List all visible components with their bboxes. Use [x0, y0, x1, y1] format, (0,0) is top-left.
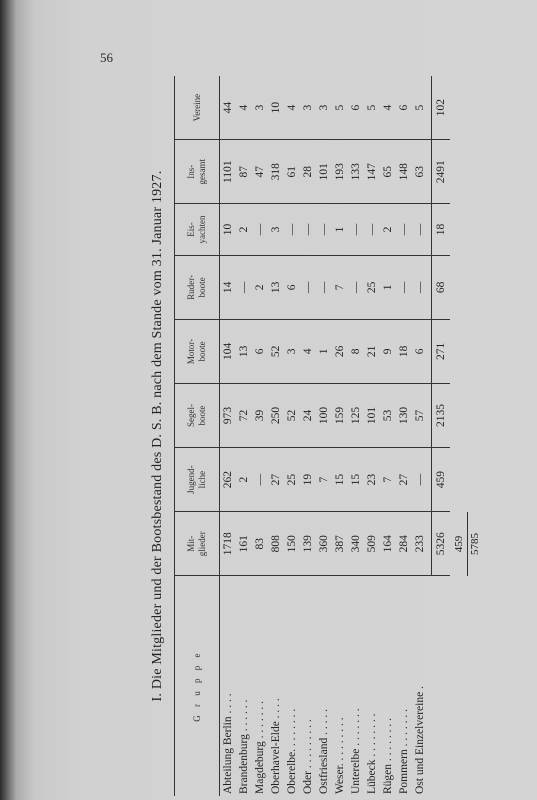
table-row — [220, 76, 237, 796]
table-cell: 2 — [380, 204, 396, 256]
table-cell: — — [396, 255, 412, 319]
group-name: Oberelbe. . . . . . . . — [286, 708, 298, 794]
table-cell: — — [300, 255, 316, 319]
table-cell: 7 — [316, 448, 332, 512]
table-cell: 6 — [396, 76, 412, 140]
table-cell: 284 — [396, 512, 412, 576]
table-cell: 27 — [268, 448, 284, 512]
membership-table — [174, 76, 450, 796]
group-name: Rügen . . . . . . . . — [382, 717, 394, 794]
total-cell: 2491 — [432, 140, 451, 204]
table-cell: 101 — [316, 140, 332, 204]
table-cell: 87 — [236, 140, 252, 204]
group-name: Oberhavel-Elde . . . . — [270, 698, 282, 794]
table-row — [236, 76, 252, 796]
table-cell: 3 — [300, 76, 316, 140]
table-cell: 1 — [332, 204, 348, 256]
table-cell: — — [316, 255, 332, 319]
table-row — [412, 76, 432, 796]
table-cell: 6 — [252, 319, 268, 383]
table-cell: 44 — [220, 76, 237, 140]
table-cell: 125 — [348, 383, 364, 447]
table-cell: 72 — [236, 383, 252, 447]
table-cell: 973 — [220, 383, 237, 447]
table-cell: 139 — [300, 512, 316, 576]
table-cell: — — [316, 204, 332, 256]
table-cell: 61 — [284, 140, 300, 204]
table-cell: 7 — [380, 448, 396, 512]
table-row — [348, 76, 364, 796]
table-cell: — — [348, 255, 364, 319]
header-group: G r u p p e — [175, 576, 220, 796]
table-cell: 148 — [396, 140, 412, 204]
table-cell: 25 — [364, 255, 380, 319]
table-cell: 161 — [236, 512, 252, 576]
table-row — [332, 76, 348, 796]
table-cell: 3 — [316, 76, 332, 140]
table-cell: 3 — [268, 204, 284, 256]
table-cell: 15 — [332, 448, 348, 512]
table-cell: 63 — [412, 140, 432, 204]
table-cell: 4 — [300, 319, 316, 383]
table-cell: 164 — [380, 512, 396, 576]
group-name: Weser. . . . . . . . . — [334, 717, 346, 794]
group-name: Lübeck . . . . . . . . — [366, 713, 378, 794]
table-cell: 9 — [380, 319, 396, 383]
table-cell: 4 — [380, 76, 396, 140]
table-cell: 19 — [300, 448, 316, 512]
group-name: Oder . . . . . . . . . — [302, 719, 314, 794]
table-cell: — — [412, 255, 432, 319]
header-col: Ruder- boote — [175, 255, 220, 319]
table-cell: 53 — [380, 383, 396, 447]
table-cell: 27 — [396, 448, 412, 512]
table-cell: 250 — [268, 383, 284, 447]
table-cell: — — [364, 204, 380, 256]
table-row — [284, 76, 300, 796]
total-cell: 68 — [432, 255, 451, 319]
total-cell: 18 — [432, 204, 451, 256]
table-cell: — — [412, 204, 432, 256]
table-cell: 133 — [348, 140, 364, 204]
table-cell: 5 — [364, 76, 380, 140]
totals-row — [432, 76, 451, 796]
table-cell: 6 — [284, 255, 300, 319]
table-cell: 10 — [268, 76, 284, 140]
table-cell: 262 — [220, 448, 237, 512]
header-row — [175, 76, 220, 796]
totals-label — [432, 576, 451, 796]
table-cell: 159 — [332, 383, 348, 447]
table-cell: 5 — [332, 76, 348, 140]
table-body — [220, 76, 451, 796]
group-name: Ostfriesland . . . . . — [318, 709, 330, 794]
table-cell: 21 — [364, 319, 380, 383]
page-number: 56 — [100, 50, 113, 65]
table-cell: — — [252, 204, 268, 256]
table-cell: 6 — [412, 319, 432, 383]
table-cell: 509 — [364, 512, 380, 576]
header-col: Vereine — [175, 76, 220, 140]
sum-line-2: 5785 — [469, 533, 481, 555]
table-cell: 130 — [396, 383, 412, 447]
table-cell: 6 — [348, 76, 364, 140]
table-cell: 340 — [348, 512, 364, 576]
table-cell: — — [236, 255, 252, 319]
table-cell: 318 — [268, 140, 284, 204]
table-cell: 3 — [252, 76, 268, 140]
table-row — [300, 76, 316, 796]
table-cell: 23 — [364, 448, 380, 512]
table-row — [364, 76, 380, 796]
table-cell: 25 — [284, 448, 300, 512]
table-cell: 1718 — [220, 512, 237, 576]
table-cell: — — [300, 204, 316, 256]
table-cell: 193 — [332, 140, 348, 204]
table-cell: 100 — [316, 383, 332, 447]
table-cell: 5 — [412, 76, 432, 140]
group-name: Pommern . . . . . . . — [398, 709, 410, 794]
table-cell: 65 — [380, 140, 396, 204]
group-name: Brandenburg . . . . . . — [238, 699, 250, 794]
group-name: Magdeburg . . . . . . . — [254, 700, 266, 794]
table-cell: 18 — [396, 319, 412, 383]
table-row — [268, 76, 284, 796]
table-cell: 39 — [252, 383, 268, 447]
table-cell: 15 — [348, 448, 364, 512]
table-cell: 233 — [412, 512, 432, 576]
table-cell: 2 — [252, 255, 268, 319]
table-title: I. Die Mitglieder und der Bootsbestand des D. S. B. nach dem Stande vom 31. Januar 1927. — [150, 170, 165, 702]
table-cell: 360 — [316, 512, 332, 576]
table-cell: 13 — [268, 255, 284, 319]
table-row — [316, 76, 332, 796]
total-cell: 459 — [432, 448, 451, 512]
table-cell: 1 — [380, 255, 396, 319]
table-cell: 150 — [284, 512, 300, 576]
table-cell: — — [284, 204, 300, 256]
table-cell: — — [396, 204, 412, 256]
table-cell: 2 — [236, 448, 252, 512]
table-cell: 7 — [332, 255, 348, 319]
table-row — [396, 76, 412, 796]
table-cell: 8 — [348, 319, 364, 383]
group-name: Unterelbe . . . . . . . — [350, 708, 362, 794]
header-col: Jugend- liche — [175, 448, 220, 512]
table-cell: 52 — [284, 383, 300, 447]
table-row — [252, 76, 268, 796]
table-cell: 1101 — [220, 140, 237, 204]
sum-line-1: 459 — [452, 512, 468, 576]
header-col: Mit- glieder — [175, 512, 220, 576]
sum-annotation — [452, 512, 483, 576]
table-cell: 104 — [220, 319, 237, 383]
table-cell: 4 — [284, 76, 300, 140]
table-cell: 47 — [252, 140, 268, 204]
header-col: Motor- boote — [175, 319, 220, 383]
table-cell: 10 — [220, 204, 237, 256]
table-cell: 3 — [284, 319, 300, 383]
total-cell: 5326 — [432, 512, 451, 576]
table-cell: 4 — [236, 76, 252, 140]
rotated-table-block — [150, 76, 530, 796]
group-name: Ost und Einzelvereine . — [414, 686, 427, 794]
table-cell: — — [252, 448, 268, 512]
table-cell: 52 — [268, 319, 284, 383]
table-cell: 57 — [412, 383, 432, 447]
table-cell: 808 — [268, 512, 284, 576]
header-col: Segel- boote — [175, 383, 220, 447]
table-cell: 26 — [332, 319, 348, 383]
total-cell: 102 — [432, 76, 451, 140]
table-cell: 28 — [300, 140, 316, 204]
table-cell: 24 — [300, 383, 316, 447]
table-cell: 13 — [236, 319, 252, 383]
table-cell: — — [348, 204, 364, 256]
table-cell: 2 — [236, 204, 252, 256]
total-cell: 2135 — [432, 383, 451, 447]
table-cell: 1 — [316, 319, 332, 383]
table-cell: 14 — [220, 255, 237, 319]
table-cell: 387 — [332, 512, 348, 576]
table-cell: 83 — [252, 512, 268, 576]
header-col: Eis- yachten — [175, 204, 220, 256]
table-cell: 147 — [364, 140, 380, 204]
header-col: Ins- gesamt — [175, 140, 220, 204]
table-cell: 101 — [364, 383, 380, 447]
table-row — [380, 76, 396, 796]
total-cell: 271 — [432, 319, 451, 383]
group-name: Abteilung Berlin . . . . — [222, 693, 234, 794]
table-cell: — — [412, 448, 432, 512]
